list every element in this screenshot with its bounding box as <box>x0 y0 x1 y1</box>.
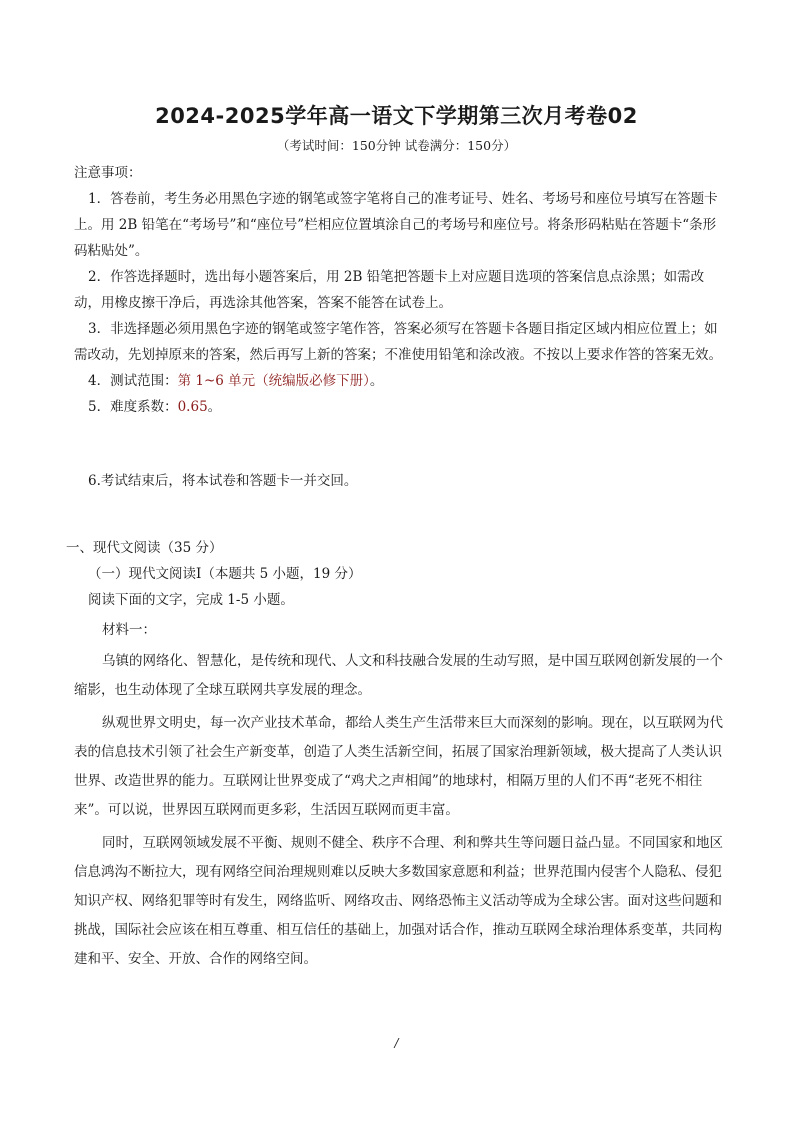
notice-item-1: 1．答卷前，考生务必用黑色字迹的钢笔或签字笔将自己的准考证号、姓名、考场号和座位号填写在答题卡上。用 2B 铅笔在“考场号”和“座位号”栏相应位置填涂自己的考场号和座位号。将条形码粘贴在答题卡“条形码粘贴处”。 <box>74 191 718 259</box>
exam-info: （考试时间：150分钟 试卷满分：150分） <box>276 138 517 153</box>
notice-item-5-suffix: 。 <box>207 399 222 415</box>
notice-item-4 <box>74 368 724 394</box>
notice-final-block <box>74 468 724 494</box>
notice-item-5 <box>74 394 724 420</box>
notice-item-4-suffix: 。 <box>369 373 384 389</box>
notice-item-5-prefix: 5．难度系数： <box>88 399 178 415</box>
notice-item-2: 2．作答选择题时，选出每小题答案后，用 2B 铅笔把答题卡上对应题目选项的答案信息点涂黑；如需改动，用橡皮擦干净后，再选涂其他答案，答案不能答在试卷上。 <box>74 269 705 311</box>
test-scope-value: 第 1~6 单元（统编版必修下册） <box>177 373 370 389</box>
reading-section <box>66 535 724 974</box>
page-title: 2024-2025学年高一语文下学期第三次月考卷02 <box>155 104 638 128</box>
material-paragraph-2: 纵观世界文明史，每一次产业技术革命，都给人类生产生活带来巨大而深刻的影响。现在，以互联网为代表的信息技术引领了社会生产新变革，创造了人类生活新空间，拓展了国家治理新领域，极大提高了人类认识世界、改造世界的能力。互联网让世界变成了“鸡犬之声相闻”的地球村，相隔万里的人们不再“老死不相往来”。可以说，世界因互联网而更多彩，生活因互联网而更丰富。 <box>74 715 723 818</box>
section-heading: 一、现代文阅读（35 分） <box>66 540 223 556</box>
notice-heading: 注意事项： <box>74 165 142 181</box>
notice-item-3: 3．非选择题必须用黑色字迹的钢笔或签字笔作答，答案必须写在答题卡各题目指定区域内相应位置上；如需改动，先划掉原来的答案，然后再写上新的答案；不准使用铅笔和涂改液。不按以上要求作答的答案无效。 <box>74 321 722 363</box>
material-paragraph-1: 乌镇的网络化、智慧化，是传统和现代、人文和科技融合发展的生动写照，是中国互联网创新发展的一个缩影，也生动体现了全球互联网共享发展的理念。 <box>74 653 723 698</box>
material-paragraph-3: 同时，互联网领域发展不平衡、规则不健全、秩序不合理、利和弊共生等问题日益凸显。不同国家和地区信息鸿沟不断拉大，现有网络空间治理规则难以反映大多数国家意愿和利益；世界范围内侵害个人隐私、侵犯知识产权、网络犯罪等时有发生，网络监听、网络攻击、网络恐怖主义活动等成为全球公害。面对这些问题和挑战，国际社会应该在相互尊重、相互信任的基础上，加强对话合作，推动互联网全球治理体系变革，共同构建和平、安全、开放、合作的网络空间。 <box>74 835 723 967</box>
notice-block <box>74 160 724 420</box>
section-subheading: （一）现代文阅读Ⅰ（本题共 5 小题，19 分） <box>88 566 362 582</box>
section-instruction: 阅读下面的文字，完成 1-5 小题。 <box>88 592 294 608</box>
page-footer-mark: / <box>394 1036 399 1050</box>
difficulty-value: 0.65 <box>177 399 208 415</box>
notice-item-4-prefix: 4．测试范围： <box>88 373 178 389</box>
notice-item-6: 6.考试结束后，将本试卷和答题卡一并交回。 <box>88 473 358 489</box>
material-label: 材料一： <box>102 622 156 638</box>
